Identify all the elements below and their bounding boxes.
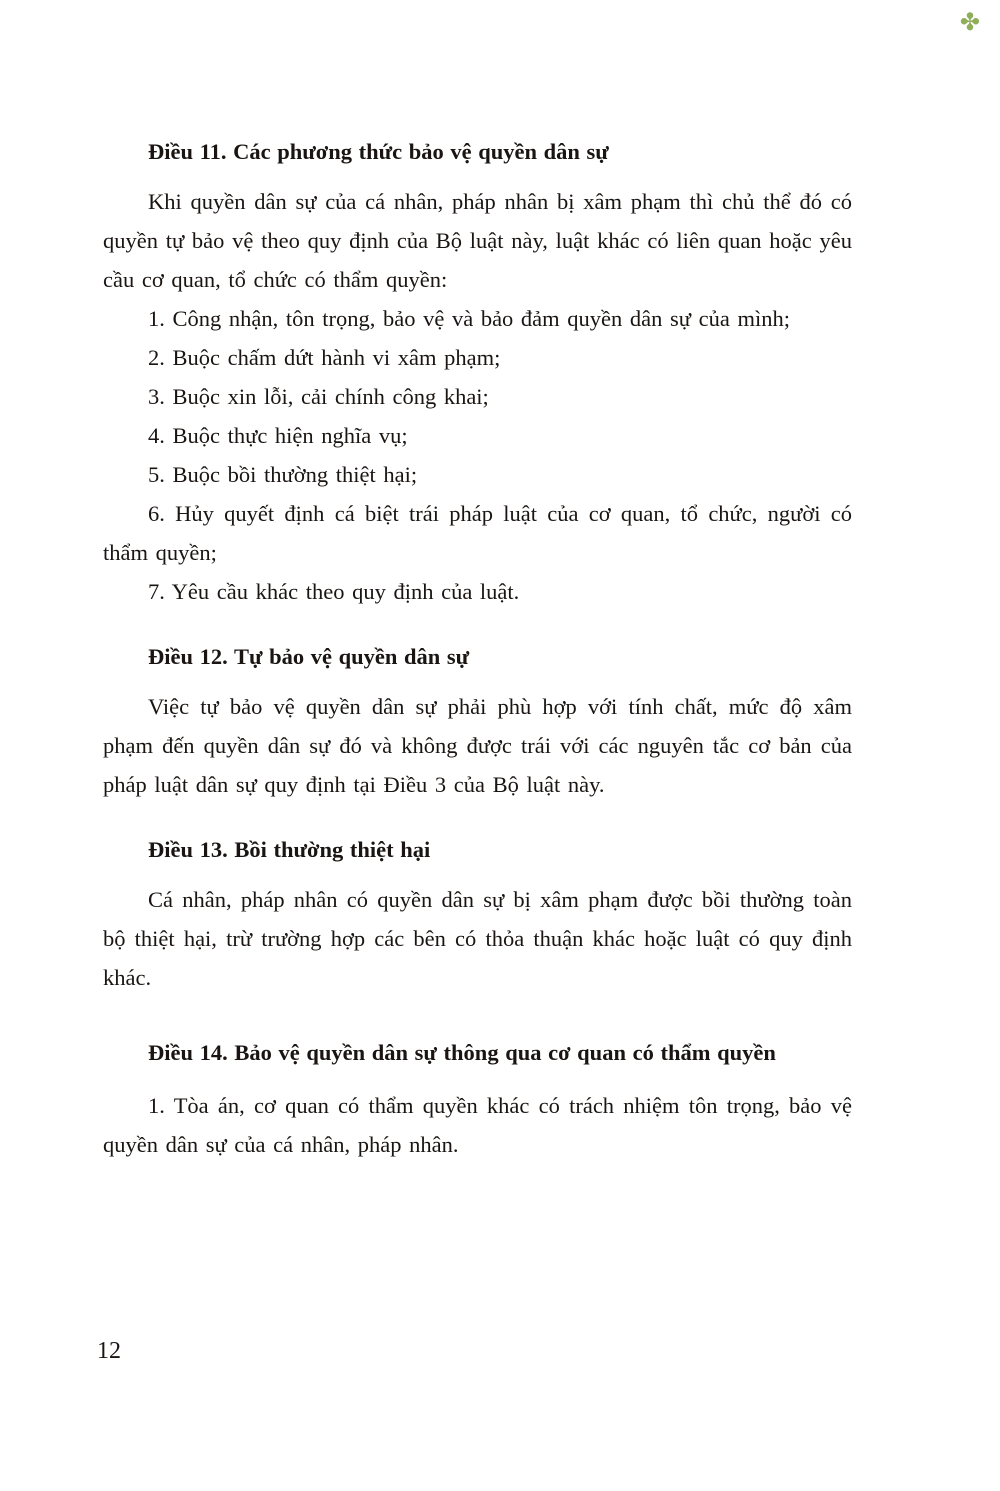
list-item: 1. Công nhận, tôn trọng, bảo vệ và bảo đảm quyền dân sự của mình;: [148, 306, 790, 331]
article-13-heading: Điều 13. Bồi thường thiệt hại: [148, 837, 431, 862]
list-item: 3. Buộc xin lỗi, cải chính công khai;: [148, 384, 489, 409]
list-item: 6. Hủy quyết định cá biệt trái pháp luật của cơ quan, tổ chức, người có thẩm quyền;: [103, 501, 852, 565]
article-12-paragraph: Việc tự bảo vệ quyền dân sự phải phù hợp với tính chất, mức độ xâm phạm đến quyền dân sự đó và không được trái với các nguyên tắc cơ bản của pháp luật dân sự quy định tại Điều 3 của Bộ luật này.: [103, 694, 852, 797]
list-item: 2. Buộc chấm dứt hành vi xâm phạm;: [148, 345, 501, 370]
article-12-heading: Điều 12. Tự bảo vệ quyền dân sự: [148, 644, 470, 669]
flower-icon: ✤: [959, 8, 980, 36]
list-item: 4. Buộc thực hiện nghĩa vụ;: [148, 423, 408, 448]
list-item: 7. Yêu cầu khác theo quy định của luật.: [148, 579, 520, 604]
page-number: 12: [97, 1338, 121, 1364]
article-11-heading: Điều 11. Các phương thức bảo vệ quyền dân sự: [148, 139, 609, 164]
list-item: 5. Buộc bồi thường thiệt hại;: [148, 462, 418, 487]
article-13-paragraph: Cá nhân, pháp nhân có quyền dân sự bị xâm phạm được bồi thường toàn bộ thiệt hại, trừ trường hợp các bên có thỏa thuận khác hoặc luật có quy định khác.: [103, 887, 852, 990]
article-14-heading: Điều 14. Bảo vệ quyền dân sự thông qua cơ quan có thẩm quyền: [148, 1040, 776, 1065]
article-11-intro-paragraph: Khi quyền dân sự của cá nhân, pháp nhân bị xâm phạm thì chủ thể đó có quyền tự bảo vệ theo quy định của Bộ luật này, luật khác có liên quan hoặc yêu cầu cơ quan, tổ chức có thẩm quyền:: [103, 189, 852, 292]
article-14-paragraph: 1. Tòa án, cơ quan có thẩm quyền khác có trách nhiệm tôn trọng, bảo vệ quyền dân sự của cá nhân, pháp nhân.: [103, 1093, 852, 1157]
